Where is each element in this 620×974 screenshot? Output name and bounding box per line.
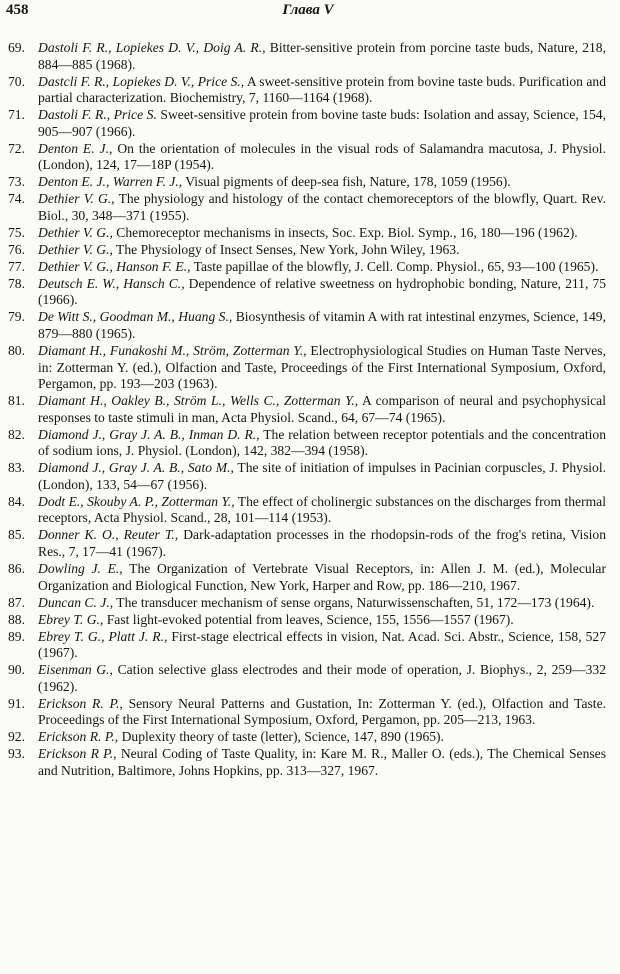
reference-authors: Dethier V. G., [38, 241, 113, 257]
reference-text: Neural Coding of Taste Quality, in: Kare M. R., Maller O. (eds.), The Chemical Senses and Nutrition, Baltimore, Johns Hopkins, pp. 313—327, 1967. [38, 746, 607, 778]
reference-authors: Denton E. J., Warren F. J., [38, 174, 183, 190]
reference-number: 75. [8, 224, 25, 240]
reference-text: Taste papillae of the blowfly, J. Cell. Comp. Physiol., 65, 93—100 (1965). [193, 258, 599, 274]
reference-text: Chemoreceptor mechanisms in insects, Soc. Exp. Biol. Symp., 16, 180—196 (1962). [116, 224, 578, 240]
reference-entry [0, 174, 620, 191]
reference-authors: Diamond J., Gray J. A. B., Sato M., [38, 460, 234, 476]
reference-entry [0, 393, 620, 426]
reference-number: 84. [8, 493, 25, 509]
reference-authors: Denton E. J., [38, 140, 113, 156]
reference-number: 72. [8, 140, 25, 156]
reference-entry [0, 460, 620, 493]
reference-number: 69. [8, 40, 25, 55]
reference-entry [0, 427, 620, 460]
reference-text: A sweet-sensitive protein from bovine taste buds. Purification and partial characterization. Biochemistry, 7, 1160—1164 (1968). [38, 73, 606, 106]
reference-text: The Organization of Vertebrate Visual Receptors, in: Allen J. M. (ed.), Molecular Organization and Biological Function, New York, Harper and Row, pp. 186—210, 1967. [38, 561, 606, 593]
reference-authors: Dethier V. G., [38, 224, 113, 240]
reference-text: The effect of cholinergic substances on the discharges from thermal receptors, Acta Physiol. Scand., 28, 101—114 (1953). [38, 493, 606, 526]
reference-authors: Dowling J. E., [38, 561, 123, 577]
reference-entry [0, 629, 620, 662]
reference-text: Dark-adaptation processes in the rhodopsin-rods of the frog's retina, Vision Res., 7, 17—41 (1967). [38, 527, 606, 560]
reference-authors: De Witt S., Goodman M., Huang S., [38, 309, 233, 325]
reference-authors: Dethier V. G., [38, 191, 115, 207]
reference-entry [0, 242, 620, 259]
reference-number: 87. [8, 594, 25, 610]
reference-number: 77. [8, 258, 25, 274]
reference-number: 74. [8, 191, 25, 207]
reference-entry [0, 527, 620, 560]
reference-text: Sweet-sensitive protein from bovine taste buds: Isolation and assay, Science, 154, 905—907 (1966). [38, 107, 606, 139]
reference-authors: Dethier V. G., Hanson F. E., [38, 258, 191, 274]
page-number: 458 [6, 2, 29, 18]
reference-entry [0, 612, 620, 629]
reference-entry [0, 343, 620, 393]
reference-number: 89. [8, 628, 25, 644]
reference-number: 73. [8, 174, 25, 190]
reference-authors: Dodt E., Skouby A. P., Zotterman Y., [38, 493, 235, 509]
reference-entry [0, 309, 620, 342]
reference-number: 82. [8, 426, 25, 442]
reference-text: Bitter-sensitive protein from porcine taste buds, Nature, 218, 884—885 (1968). [38, 40, 606, 72]
reference-authors: Eisenman G., [38, 662, 113, 678]
reference-authors: Ebrey T. G., [38, 611, 104, 627]
reference-authors: Dastoli F. R., Price S. [38, 107, 157, 123]
reference-authors: Donner K. O., Reuter T., [38, 527, 179, 543]
reference-number: 86. [8, 561, 25, 577]
reference-authors: Dastoli F. R., Lopiekes D. V., Doig A. R., [38, 40, 266, 55]
reference-entry [0, 225, 620, 242]
reference-number: 93. [8, 746, 25, 762]
page-header [6, 2, 610, 28]
reference-authors: Ebrey T. G., Platt J. R., [38, 628, 168, 644]
reference-text: The relation between receptor potentials and the concentration of sodium ions, J. Physiol. (London), 142, 382—394 (1958). [38, 426, 607, 459]
reference-authors: Deutsch E. W., Hansch C., [38, 275, 185, 291]
reference-authors: Erickson R. P., [38, 695, 123, 711]
reference-entry [0, 729, 620, 746]
reference-text: The physiology and histology of the contact chemoreceptors of the blowfly, Quart. Rev. Biol., 30, 348—371 (1955). [38, 191, 606, 223]
reference-number: 91. [8, 695, 25, 711]
reference-text: The transducer mechanism of sense organs, Naturwissenschaften, 51, 172—173 (1964). [116, 594, 595, 610]
reference-authors: Erickson R. P., [38, 729, 119, 745]
reference-authors: Duncan C. J., [38, 594, 114, 610]
reference-text: The Physiology of Insect Senses, New York, John Wiley, 1963. [116, 241, 460, 257]
reference-number: 92. [8, 729, 25, 745]
reference-number: 76. [8, 241, 25, 257]
reference-text: On the orientation of molecules in the visual rods of Salamandra macutosa, J. Physiol. (London), 124, 17—18P (1954). [38, 140, 606, 173]
reference-number: 70. [8, 73, 25, 89]
reference-text: A comparison of neural and psychophysical responses to taste stimuli in man, Acta Physiol. Scand., 64, 67—74 (1965). [38, 393, 606, 425]
reference-entry [0, 746, 620, 779]
reference-entry [0, 107, 620, 140]
reference-entry [0, 276, 620, 309]
reference-text: Electrophysiological Studies on Human Taste Nerves, in: Zotterman Y. (ed.), Olfaction and Taste, Proceedings of the First International Symposium, Oxford, Pergamon, pp. 193—203 (1963). [38, 342, 606, 392]
reference-authors: Diamant H., Funakoshi M., Ström, Zotterman Y., [38, 342, 307, 358]
reference-text: First-stage electrical effects in vision, Nat. Acad. Sci. Abstr., Science, 158, 527 (1967). [38, 628, 606, 661]
reference-authors: Dastcli F. R., Lopiekes D. V., Price S., [38, 73, 245, 89]
reference-entry [0, 662, 620, 695]
reference-text: The site of initiation of impulses in Pacinian corpuscles, J. Physiol. (London), 133, 54—67 (1956). [38, 460, 607, 492]
reference-text: Visual pigments of deep-sea fish, Nature, 178, 1059 (1956). [185, 174, 511, 190]
reference-text: Sensory Neural Patterns and Gustation, In: Zotterman Y. (ed.), Olfaction and Taste. Proceedings of the First International Symposium, Oxford, Pergamon, pp. 205—213, 1963. [38, 695, 606, 728]
reference-text: Dependence of relative sweetness on hydrophobic bonding, Nature, 211, 75 (1966). [38, 275, 606, 308]
reference-number: 79. [8, 309, 25, 325]
reference-text: Cation selective glass electrodes and their mode of operation, J. Biophys., 2, 259—332 (1962). [38, 662, 606, 694]
reference-entry [0, 259, 620, 276]
reference-entry [0, 696, 620, 729]
reference-number: 90. [8, 662, 25, 678]
reference-text: Fast light-evoked potential from leaves, Science, 155, 1556—1557 (1967). [106, 611, 514, 627]
reference-number: 81. [8, 393, 25, 409]
reference-text: Duplexity theory of taste (letter), Science, 147, 890 (1965). [121, 729, 444, 745]
reference-entry [0, 494, 620, 527]
reference-number: 83. [8, 460, 25, 476]
reference-entry [0, 191, 620, 224]
reference-entry [0, 40, 620, 73]
reference-number: 71. [8, 107, 25, 123]
reference-number: 78. [8, 275, 25, 291]
reference-authors: Erickson R P., [38, 746, 117, 762]
reference-entry [0, 595, 620, 612]
reference-text: Biosynthesis of vitamin A with rat intestinal enzymes, Science, 149, 879—880 (1965). [38, 309, 607, 341]
reference-number: 80. [8, 342, 25, 358]
reference-authors: Diamant H., Oakley B., Ström L., Wells C., Zotterman Y., [38, 393, 359, 409]
reference-entry [0, 561, 620, 594]
running-title: Глава V [282, 2, 334, 18]
reference-number: 85. [8, 527, 25, 543]
reference-authors: Diamond J., Gray J. A. B., Inman D. R., [38, 426, 260, 442]
reference-entry [0, 141, 620, 174]
reference-entry [0, 74, 620, 107]
reference-list [0, 40, 620, 780]
reference-number: 88. [8, 611, 25, 627]
